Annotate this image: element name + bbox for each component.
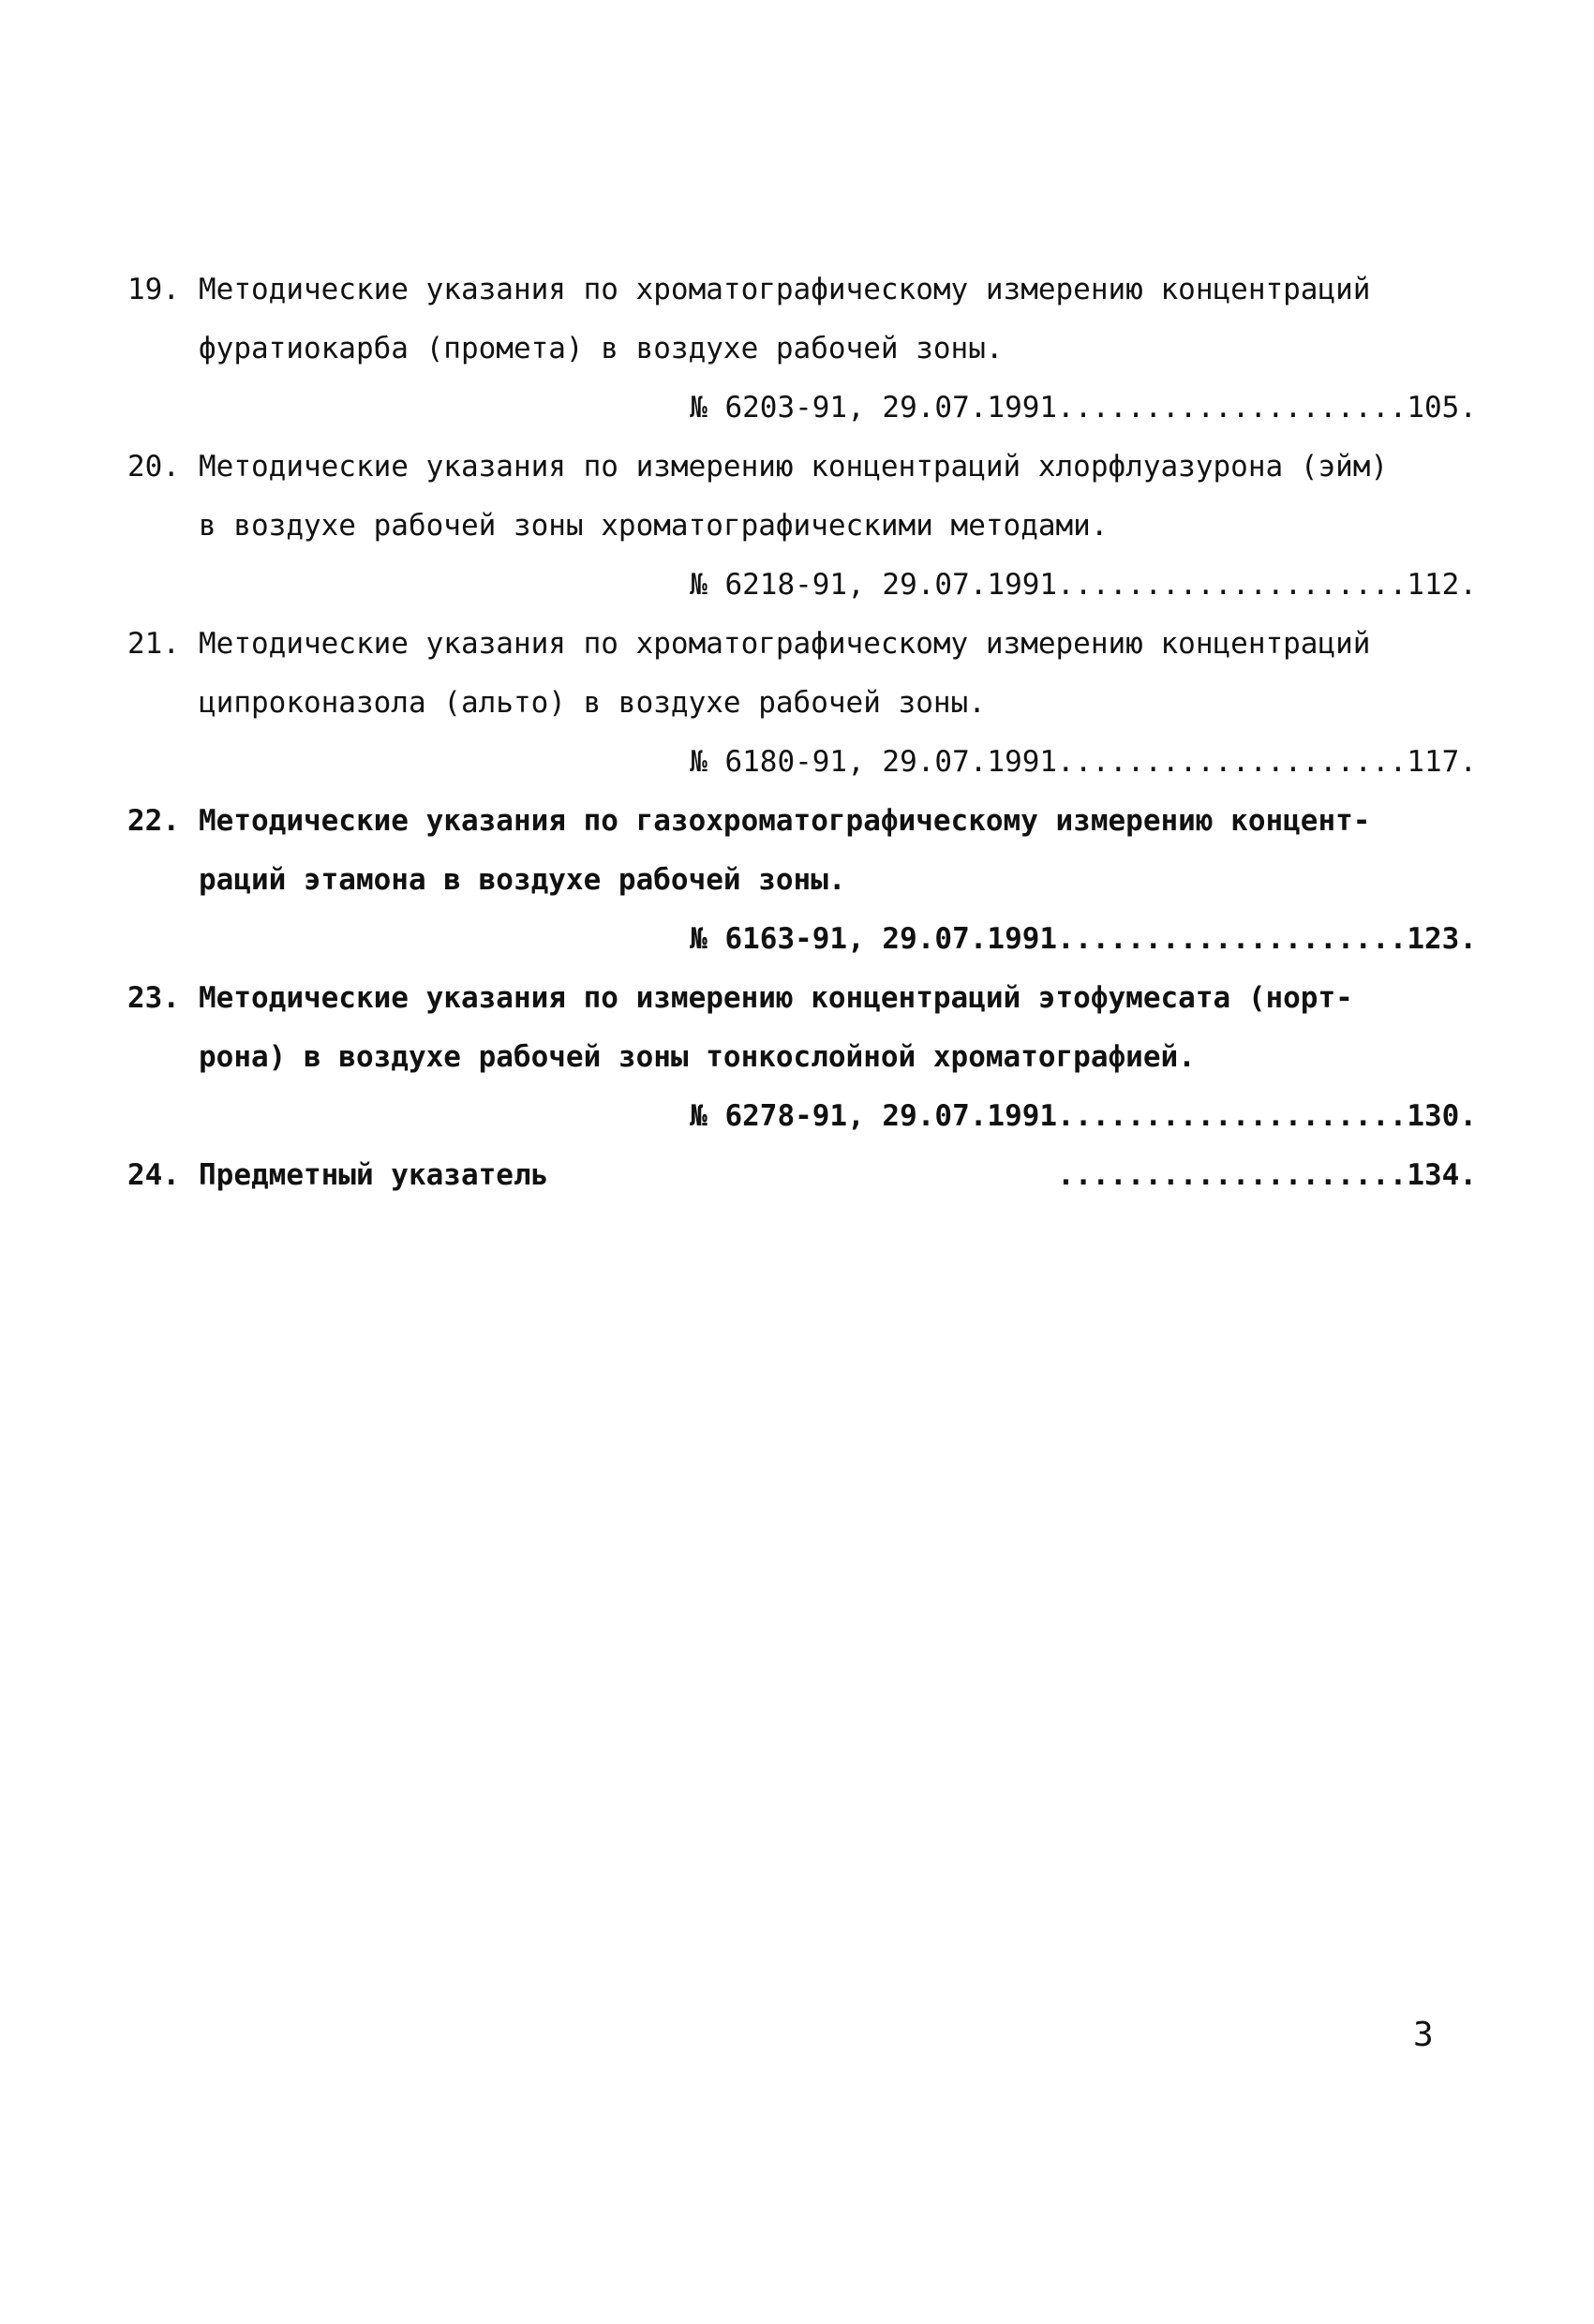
table-of-contents xyxy=(127,261,1477,1205)
entry-title-line-2: рона) в воздухе рабочей зоны тонкослойной хроматографией. xyxy=(199,1040,1196,1074)
entry-number: 23. xyxy=(127,981,180,1015)
entry-reference: № 6180-91, 29.07.1991....................117. xyxy=(690,745,1477,779)
entry-title-line-1: Методические указания по измерению концентраций хлорфлуазурона (эйм) xyxy=(199,450,1389,484)
toc-entry-22 xyxy=(127,792,1477,969)
entry-reference: № 6218-91, 29.07.1991....................112. xyxy=(690,568,1477,602)
entry-number: 19. xyxy=(127,273,180,306)
toc-entry-24 xyxy=(127,1146,1477,1205)
entry-number: 22. xyxy=(127,804,180,838)
entry-number: 20. xyxy=(127,450,180,484)
entry-reference: № 6278-91, 29.07.1991....................130. xyxy=(690,1099,1477,1133)
page-number: 3 xyxy=(1413,2016,1434,2054)
entry-title-line-1: Методические указания по измерению концентраций этофумесата (норт- xyxy=(199,981,1353,1015)
entry-reference: № 6163-91, 29.07.1991....................123. xyxy=(690,922,1477,956)
entry-title-line-1: Методические указания по хроматографическому измерению концентраций xyxy=(199,273,1371,306)
toc-entry-23 xyxy=(127,969,1477,1146)
entry-title-line-1: Методические указания по газохроматографическому измерению концент- xyxy=(199,804,1371,838)
toc-entry-19 xyxy=(127,261,1477,438)
entry-reference: № 6203-91, 29.07.1991....................105. xyxy=(690,391,1477,425)
entry-number: 24. xyxy=(127,1158,180,1192)
entry-number: 21. xyxy=(127,627,180,661)
entry-title-line-2: в воздухе рабочей зоны хроматографическими методами. xyxy=(199,509,1109,543)
toc-entry-21 xyxy=(127,615,1477,792)
entry-title-line-2: фуратиокарба (промета) в воздухе рабочей зоны. xyxy=(199,332,1004,365)
entry-title: Предметный указатель xyxy=(199,1158,549,1192)
entry-title-line-2: ципроконазола (альто) в воздухе рабочей зоны. xyxy=(199,686,986,720)
entry-title-line-2: раций этамона в воздухе рабочей зоны. xyxy=(199,863,846,897)
entry-title-line-1: Методические указания по хроматографическому измерению концентраций xyxy=(199,627,1371,661)
toc-entry-20 xyxy=(127,438,1477,615)
entry-reference: ....................134. xyxy=(1057,1158,1477,1192)
